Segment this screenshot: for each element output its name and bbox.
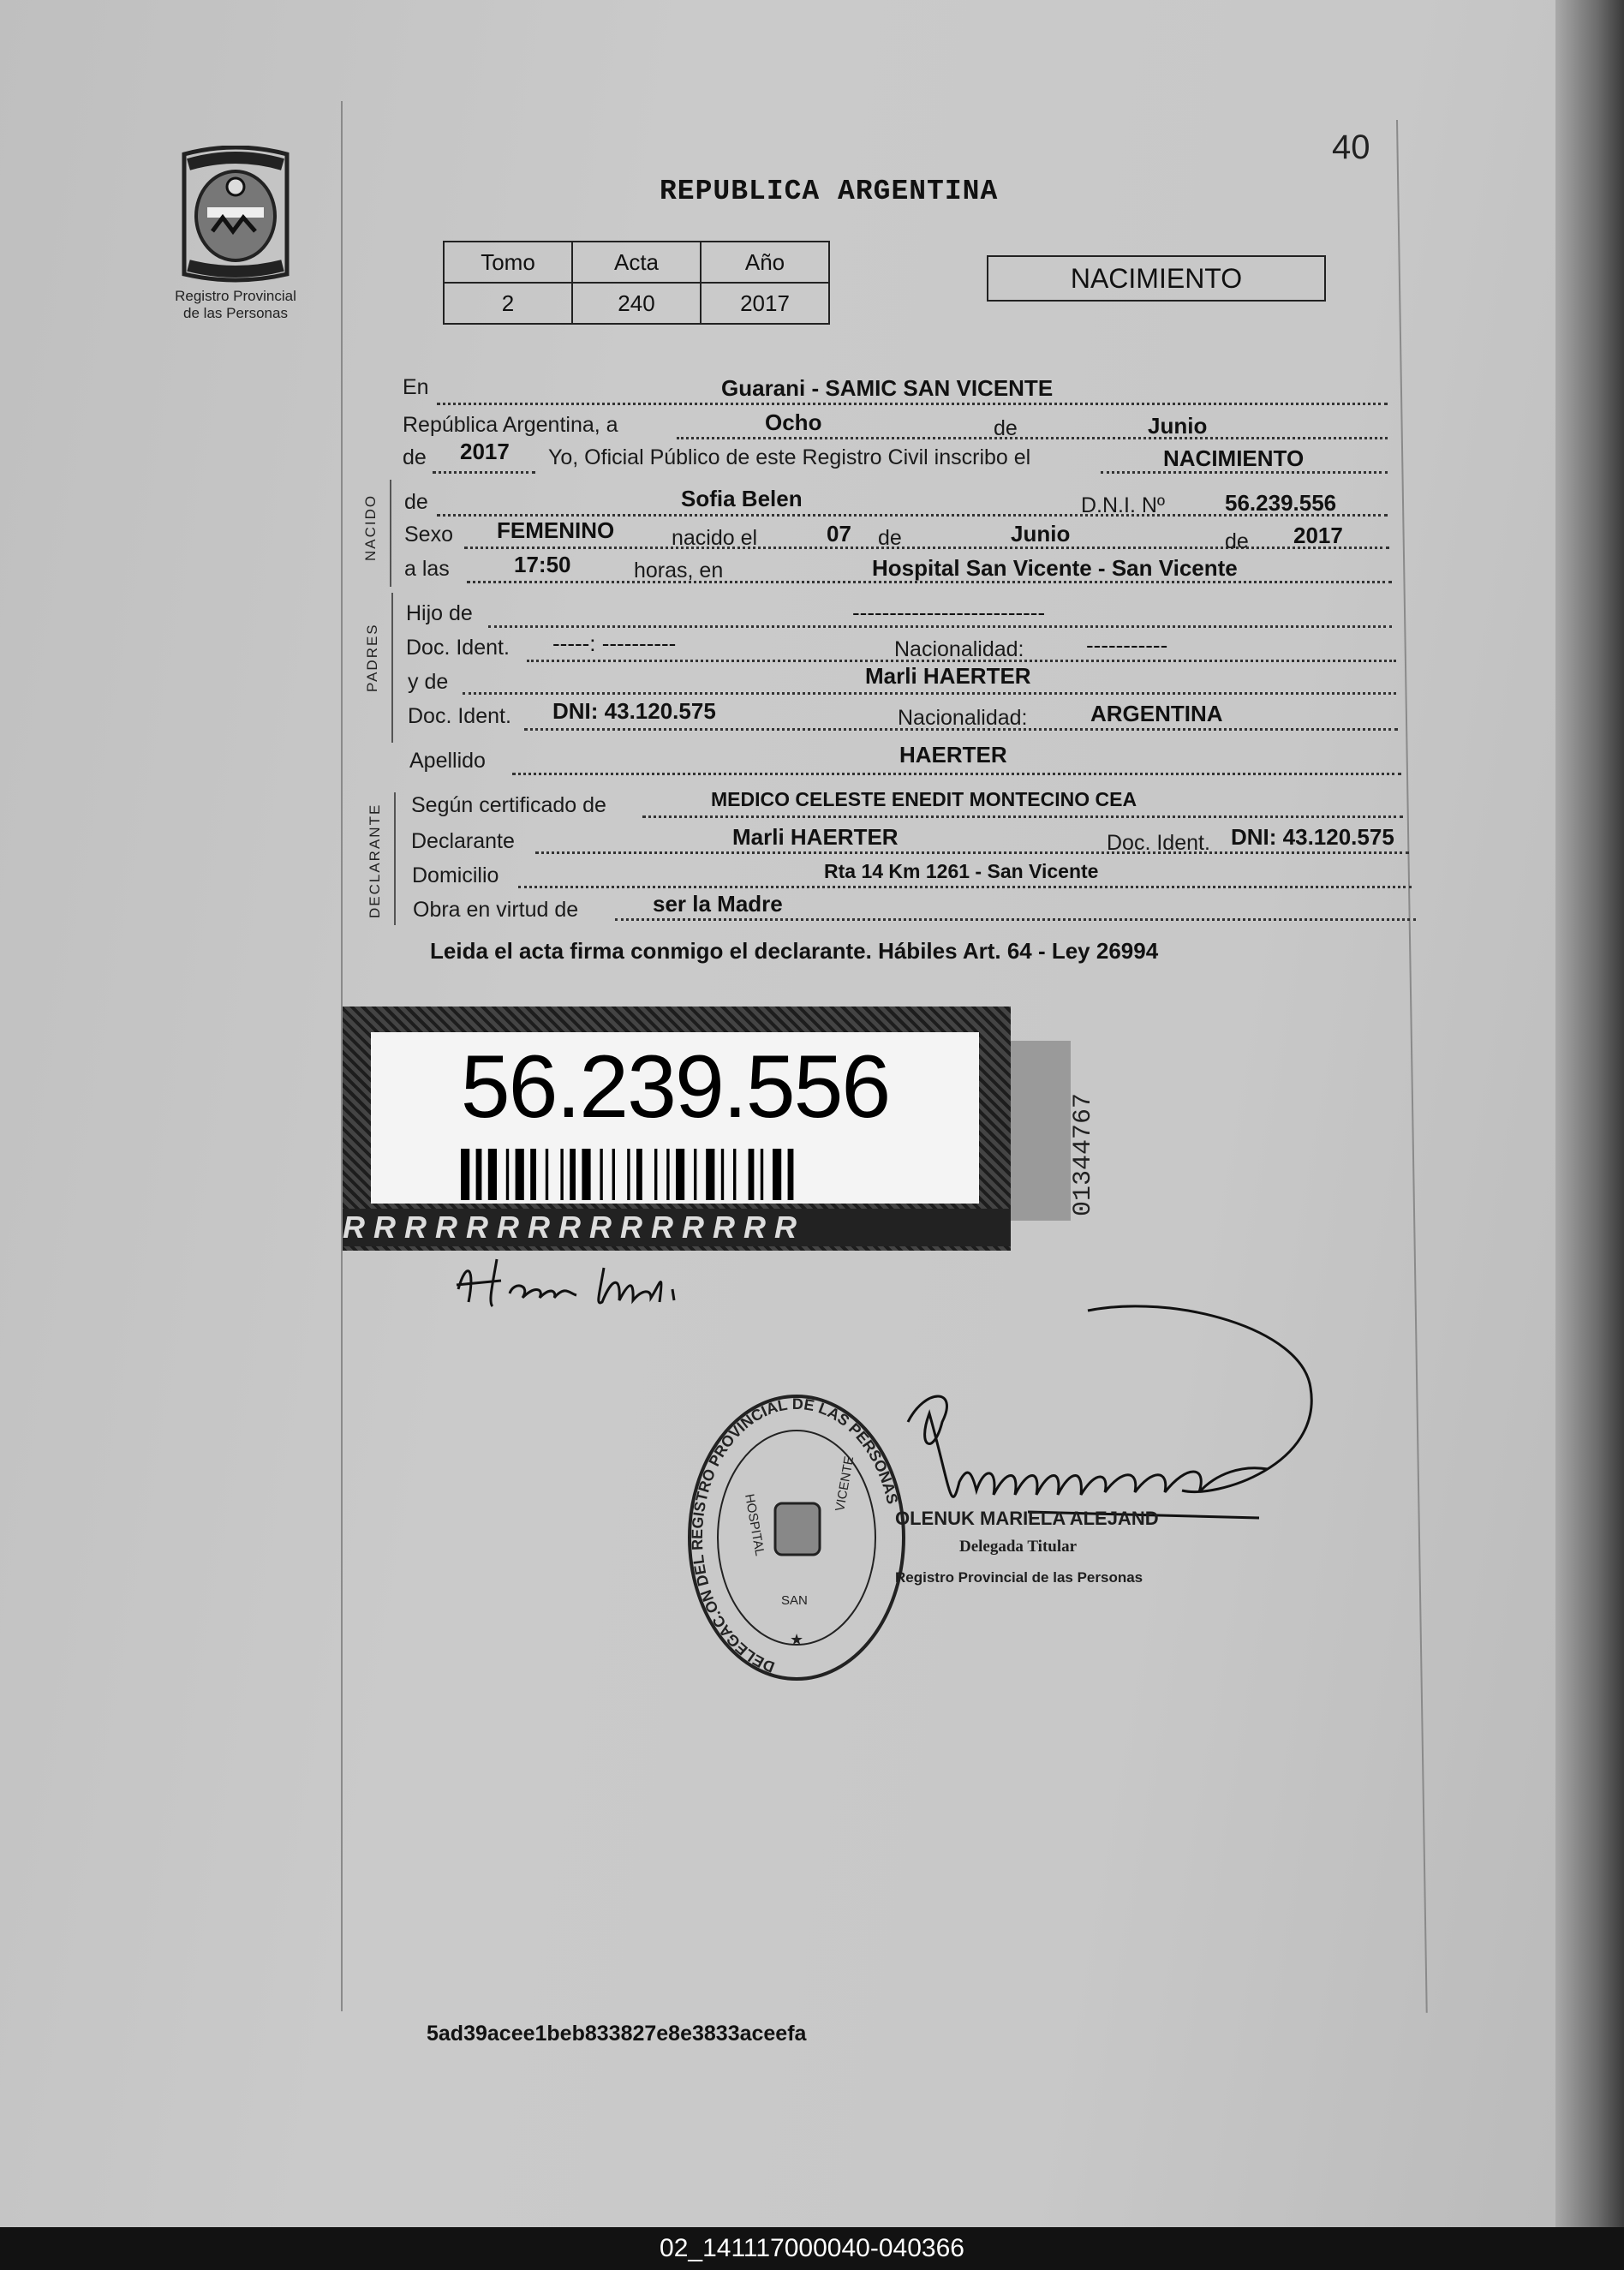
birth-de2-label: de	[1225, 529, 1249, 553]
birth-month: Junio	[1011, 521, 1071, 547]
domicilio-value: Rta 14 Km 1261 - San Vicente	[824, 860, 1099, 882]
officer-name: OLENUK MARIELA ALEJAND	[895, 1508, 1159, 1529]
ano-value: 2017	[701, 283, 829, 324]
republica-label: República Argentina, a	[403, 413, 618, 437]
stamp-inner-bottom: SAN	[781, 1593, 808, 1608]
dotted-line	[464, 547, 1389, 549]
a-las-label: a las	[404, 557, 450, 581]
doc1-value: -----: ----------	[552, 630, 677, 656]
month-text: Junio	[1148, 413, 1208, 439]
segun-label: Según certificado de	[411, 793, 606, 817]
officer-title: Delegada Titular	[959, 1538, 1078, 1556]
nac1-label: Nacionalidad:	[894, 637, 1024, 661]
dni-label: D.N.I. Nº	[1081, 493, 1166, 517]
hijo-label: Hijo de	[406, 601, 473, 625]
security-strip: RRRRRRRRRRRRRRR	[343, 1209, 1011, 1246]
birth-place: Hospital San Vicente - San Vicente	[872, 555, 1238, 581]
dni-sticker-panel	[371, 1032, 979, 1204]
y-de-label: y de	[408, 670, 449, 694]
obra-label: Obra en virtud de	[413, 898, 579, 922]
dotted-line	[518, 886, 1412, 888]
declarante-name: Marli HAERTER	[732, 824, 899, 850]
barcode-bar	[560, 1149, 563, 1200]
declarant-signature	[450, 1251, 741, 1319]
declarante-doc-value: DNI: 43.120.575	[1231, 824, 1394, 850]
mother-name: Marli HAERTER	[865, 663, 1031, 689]
dotted-line	[642, 815, 1403, 818]
dotted-line	[433, 471, 535, 474]
horas-label: horas, en	[634, 559, 724, 582]
nacido-section-label: NACIDO	[362, 493, 379, 561]
certificado-value: MEDICO CELESTE ENEDIT MONTECINO CEA	[711, 788, 1137, 810]
declarante-doc-label: Doc. Ident.	[1107, 831, 1210, 855]
official-round-stamp	[685, 1392, 908, 1683]
barcode-bar	[749, 1149, 755, 1200]
officer-org: Registro Provincial de las Personas	[895, 1569, 1143, 1586]
year-value: 2017	[460, 439, 510, 464]
barcode-bar	[582, 1149, 590, 1200]
barcode-bar	[733, 1149, 736, 1200]
dotted-line	[677, 437, 1388, 439]
padres-section-label: PADRES	[364, 623, 380, 692]
barcode-bar	[706, 1149, 714, 1200]
act-type-box: NACIMIENTO	[987, 255, 1326, 302]
hijo-value: --------------------------	[852, 600, 1046, 625]
document-hash: 5ad39acee1beb833827e8e3833aceefa	[427, 2022, 807, 2046]
doc2-label: Doc. Ident.	[408, 704, 511, 728]
barcode	[461, 1149, 889, 1200]
barcode-bar	[600, 1149, 602, 1200]
registry-label-line2: de las Personas	[183, 305, 288, 321]
dni-sticker-number: 56.239.556	[460, 1037, 890, 1137]
birth-de-label: de	[878, 526, 902, 550]
right-margin-line	[1396, 120, 1428, 2013]
de-label: de	[994, 416, 1018, 440]
dni-sticker	[343, 1007, 1011, 1251]
barcode-bar	[676, 1149, 684, 1200]
nac2-label: Nacionalidad:	[898, 706, 1028, 730]
barcode-bar	[570, 1149, 576, 1200]
apellido-value: HAERTER	[899, 742, 1007, 768]
barcode-bar	[721, 1149, 724, 1200]
registry-label	[146, 288, 325, 322]
tomo-value: 2	[444, 283, 572, 324]
stamp-emblem	[775, 1503, 820, 1555]
barcode-bar	[516, 1149, 524, 1200]
barcode-bar	[694, 1149, 696, 1200]
page-number: 40	[1332, 128, 1370, 166]
year-de-label: de	[403, 445, 427, 469]
sexo-label: Sexo	[404, 523, 453, 547]
sexo-value: FEMENINO	[497, 517, 615, 543]
stamp-outer-text: DELEGAC.ON DEL REGISTRO PROVINCIAL DE LAS PERSONAS	[688, 1395, 902, 1676]
section-divider	[394, 792, 396, 925]
barcode-bar	[530, 1149, 536, 1200]
declarante-section-label: DECLARANTE	[367, 803, 383, 918]
barcode-bar	[461, 1149, 469, 1200]
inscribo-value: NACIMIENTO	[1163, 445, 1305, 471]
stacked-pages-edge	[1555, 0, 1624, 2227]
serial-strip	[1011, 1041, 1098, 1221]
barcode-bar	[654, 1149, 657, 1200]
barcode-bar	[788, 1149, 794, 1200]
day-text: Ocho	[765, 409, 822, 435]
serial-number: 01344767	[1069, 1092, 1098, 1216]
ano-header: Año	[701, 242, 829, 283]
barcode-bar	[636, 1149, 642, 1200]
birth-day: 07	[827, 521, 851, 547]
oficial-text: Yo, Oficial Público de este Registro Civil inscribo el	[548, 445, 1031, 469]
tomo-header: Tomo	[444, 242, 572, 283]
en-value: Guarani - SAMIC SAN VICENTE	[721, 375, 1054, 401]
barcode-bar	[476, 1149, 482, 1200]
birth-year: 2017	[1293, 523, 1343, 548]
section-divider	[391, 593, 393, 743]
apellido-label: Apellido	[409, 749, 486, 773]
doc1-label: Doc. Ident.	[406, 636, 510, 660]
tomo-acta-ano-table	[443, 241, 830, 325]
nacido-el-label: nacido el	[672, 526, 758, 550]
province-crest-logo	[171, 146, 300, 283]
declarante-label: Declarante	[411, 829, 515, 853]
barcode-bar	[488, 1149, 497, 1200]
barcode-bar	[612, 1149, 615, 1200]
barcode-bar	[666, 1149, 669, 1200]
barcode-bar	[506, 1149, 509, 1200]
stamp-inner-left: HOSPITAL	[742, 1492, 767, 1557]
barcode-bar	[627, 1149, 630, 1200]
legal-closing-text: Leida el acta firma conmigo el declarante. Hábiles Art. 64 - Ley 26994	[430, 938, 1159, 964]
child-dni: 56.239.556	[1225, 490, 1337, 516]
barcode-bar	[761, 1149, 763, 1200]
barcode-bar	[546, 1149, 548, 1200]
child-name: Sofia Belen	[681, 486, 803, 511]
stamp-inner-right: VICENTE	[833, 1455, 857, 1513]
obra-value: ser la Madre	[653, 891, 783, 917]
nac1-value: -----------	[1086, 632, 1168, 658]
registry-label-line1: Registro Provincial	[175, 288, 296, 304]
acta-header: Acta	[572, 242, 701, 283]
barcode-bar	[773, 1149, 781, 1200]
birth-time: 17:50	[514, 552, 571, 577]
en-label: En	[403, 375, 429, 399]
doc2-value: DNI: 43.120.575	[552, 698, 716, 724]
dotted-line	[615, 918, 1416, 921]
nacido-de-label: de	[404, 490, 428, 514]
acta-value: 240	[572, 283, 701, 324]
dotted-line	[512, 773, 1401, 775]
dotted-line	[437, 403, 1388, 405]
dotted-line	[535, 851, 1409, 854]
domicilio-label: Domicilio	[412, 863, 499, 887]
star-icon: ★	[790, 1631, 804, 1648]
file-caption: 02_141117000040-040366	[0, 2227, 1624, 2270]
dotted-line	[463, 692, 1396, 695]
section-divider	[390, 480, 391, 587]
nac2-value: ARGENTINA	[1090, 701, 1223, 726]
country-title: REPUBLICA ARGENTINA	[660, 176, 999, 207]
